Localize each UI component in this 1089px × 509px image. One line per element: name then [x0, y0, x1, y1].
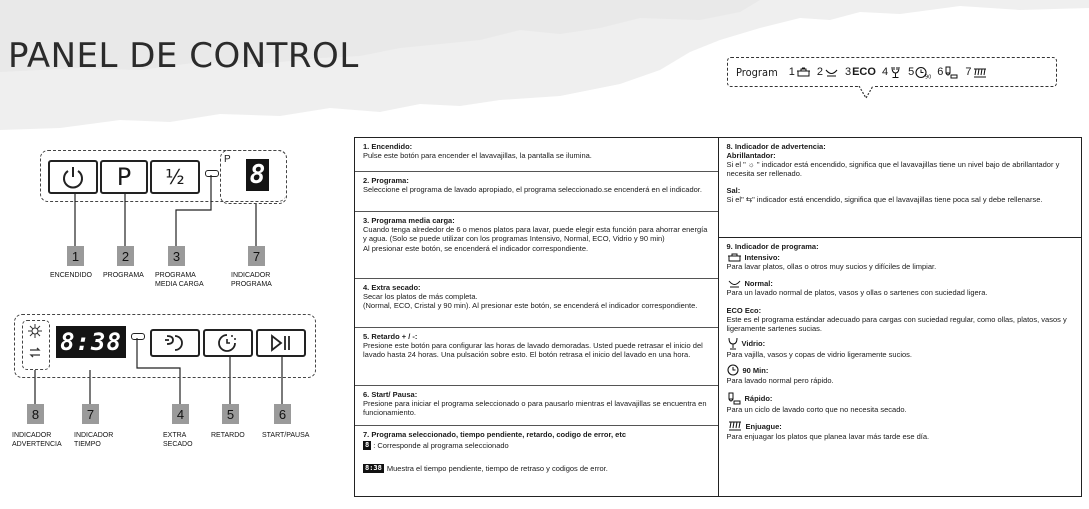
callout-number-8: 8: [27, 404, 44, 424]
eco-icon: ECO: [852, 66, 876, 78]
caption-start-pausa: START/PAUSA: [262, 432, 310, 439]
start-pause-button[interactable]: [256, 329, 306, 357]
program-item-1: 1: [789, 66, 811, 78]
power-button[interactable]: [48, 160, 98, 194]
mini-program-display: 8: [365, 441, 370, 450]
program-item-6: 6: [937, 66, 959, 79]
program-item-5: 5 90: [908, 66, 932, 79]
instructions-table: [354, 137, 1082, 497]
callout-number-3: 3: [168, 246, 185, 266]
caption-programa: PROGRAMA: [103, 272, 144, 279]
page-title: PANEL DE CONTROL: [8, 36, 359, 76]
rapid-icon: [944, 66, 959, 79]
pot-icon: [727, 252, 742, 262]
program-button[interactable]: P: [100, 160, 148, 194]
caption-extra-secado: EXTRA SECADO: [163, 432, 193, 448]
rinse-aid-icon: [26, 322, 44, 340]
svg-text:90: 90: [925, 74, 932, 79]
callout-number-7b: 7: [82, 404, 99, 424]
rapid-icon: [727, 392, 742, 405]
extra-dry-indicator: [131, 333, 145, 340]
program-item-4: 4: [882, 66, 902, 79]
rinse-icon: [727, 420, 743, 432]
clock-icon: [216, 332, 240, 354]
mini-time-display: 8:38: [365, 464, 382, 473]
instructions-right-column: [718, 138, 1082, 496]
extra-dry-button[interactable]: [150, 329, 200, 357]
plate-icon: [727, 279, 742, 288]
extra-dry-icon: [163, 332, 187, 354]
caption-indicador-programa: INDICADOR PROGRAMA: [231, 272, 272, 288]
play-pause-icon: [269, 333, 293, 353]
glass-icon: [889, 66, 902, 79]
pot-icon: [796, 66, 811, 78]
delay-button[interactable]: [203, 329, 253, 357]
rinse-icon: [972, 66, 988, 79]
program-item-3: 3 ECO: [844, 66, 876, 78]
time-display: 8:38: [56, 326, 126, 358]
program-display: 8: [246, 159, 269, 191]
callout-number-2: 2: [117, 246, 134, 266]
section-retardo: 5. Retardo + / -: Presione este botón para configurar las horas de lavado demoradas. Usted puede retrasar el inicio del lavado hasta 24 horas. Una pulsación sobre esto. El botón retrasa el inicio del lavado en una hora.: [355, 328, 718, 386]
section-indicadores: 7. Programa seleccionado, tiempo pendiente, retardo, codigo de error, etc 8 : Corresponde al programa seleccionado 8:38 Muestra el tiempo pendiente, tiempo de retraso y codigos de error.: [363, 430, 626, 474]
power-icon: [60, 164, 86, 190]
program-item-7: 7: [965, 66, 988, 79]
glass-icon: [727, 337, 739, 350]
section-encendido: 1. Encendido: Pulse este botón para encender el lavavajillas, la pantalla se ilumina.: [355, 138, 718, 172]
section-advertencia: 8. Indicador de advertencia: Abrillantador: Si el " ☼ " indicador está encendido, significa que el lavavajillas tiene un nivel bajo de abrillantador y necesita ser rellenado. Sal: Si el" ⇆" indicador está encendido, significa que el lavavajillas tiene poca sal y debe rellenarse.: [719, 138, 1082, 238]
section-programa: 2. Programa: Seleccione el programa de lavado apropiado, el programa seleccionado.se encenderá en el indicador.: [355, 172, 718, 212]
section-media-carga: 3. Programa media carga: Cuando tenga alrededor de 6 o menos platos para lavar, puede elegir esta función para ahorrar energía y agua. (Solo se puede utilizar con los programas Intensivo, Normal, ECO, Vidrio y 90 min) Al presionar este botón, se encenderá el indicador correspondiente.: [355, 212, 718, 279]
program-bar: [727, 57, 1057, 87]
program-bar-pointer: [858, 86, 874, 100]
half-load-indicator: [205, 170, 219, 177]
callout-number-1: 1: [67, 246, 84, 266]
instructions-left-column: [355, 138, 718, 496]
half-load-button[interactable]: ½: [150, 160, 200, 194]
section-start-pausa: 6. Start/ Pausa: Presione para iniciar el programa seleccionado o para pausarlo mientras el lavavajillas se encuentra en funcionamiento.: [355, 386, 718, 426]
callout-number-5: 5: [222, 404, 239, 424]
callout-number-6: 6: [274, 404, 291, 424]
callout-number-4: 4: [172, 404, 189, 424]
eco-icon: ECO Eco:: [726, 305, 762, 315]
program-item-2: 2: [817, 66, 839, 78]
program-indicator-p: P: [224, 154, 231, 165]
clock-90-icon: [727, 364, 740, 376]
section-indicador-programa: 9. Indicador de programa: Intensivo: Para lavar platos, ollas o otros muy sucios y difíciles de limpiar. Normal: Para un lavado normal de platos, vasos y ollas o sartenes con suciedad ligera. ECO Eco: Este es el programa estándar adecuado para cargas con suciedad regular, como ollas, platos, vasos y ligeramente sartenes sucias. Vidrio: Para vajilla, vasos y copas de vidrio ligeramente sucios. 90 Min: Para lavado normal pero rápido. Rápido: Para un ciclo de lavado corto que no necesita secado. Enjuague: Para enjuagar los platos que planea lavar más tarde ese día.: [726, 242, 1067, 442]
callout-number-7: 7: [248, 246, 265, 266]
salt-icon: [26, 344, 44, 362]
caption-tiempo: INDICADOR TIEMPO: [74, 432, 114, 448]
plate-icon: [824, 66, 839, 78]
caption-encendido: ENCENDIDO: [50, 272, 93, 279]
section-extra-secado: 4. Extra secado: Secar los platos de más completa. (Normal, ECO, Cristal y 90 min). Al presionar este botón, se encenderá el indicador correspondiente.: [355, 279, 718, 328]
caption-advertencia: INDICADOR ADVERTENCIA: [12, 432, 62, 448]
caption-retardo: RETARDO: [211, 432, 245, 439]
clock-90-icon: [915, 66, 931, 79]
caption-media-carga: PROGRAMA MEDIA CARGA: [155, 272, 204, 288]
program-bar-label: Program: [736, 65, 778, 79]
